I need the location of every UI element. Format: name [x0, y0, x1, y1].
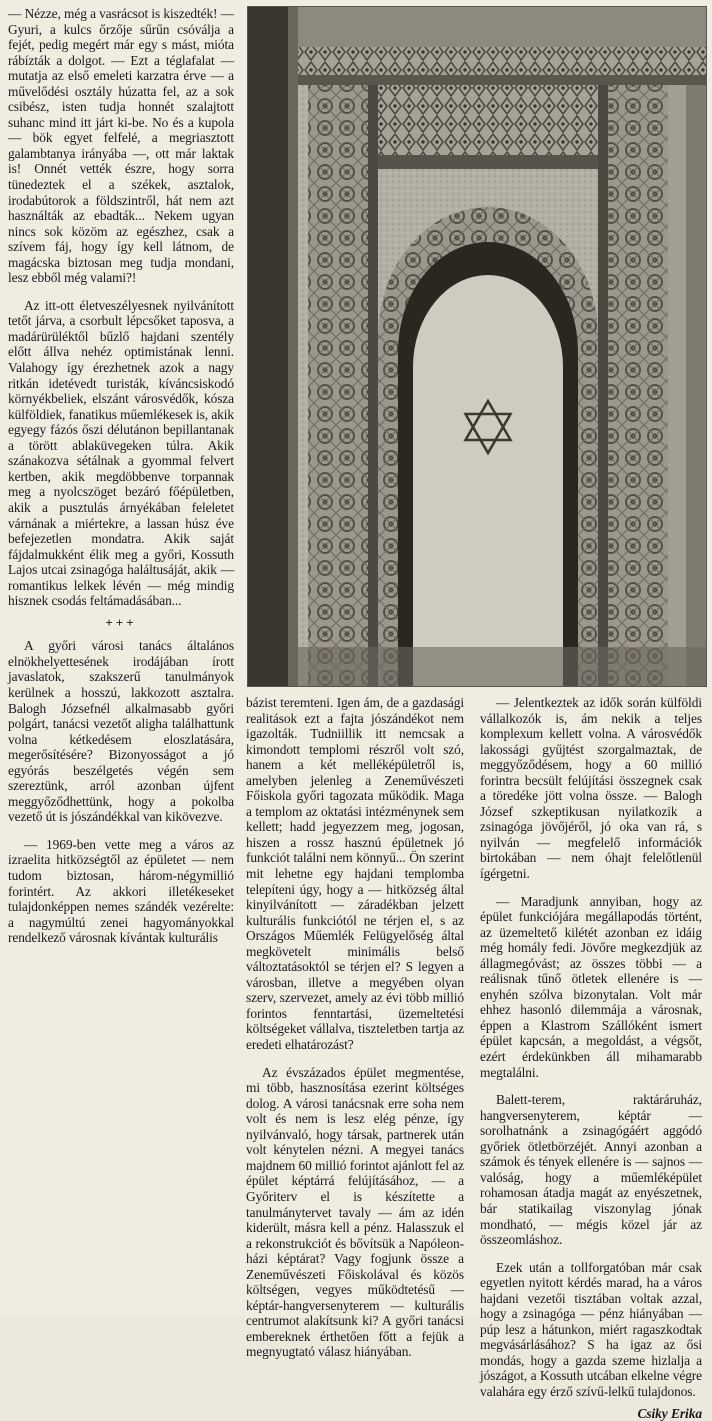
paragraph-gap — [8, 288, 234, 298]
article-column-1 — [8, 6, 234, 1312]
article-paragraph: — Jelentkeztek az idők során külföldi vállalkozók is, ám nekik a teljes komplexum kellett volna. A városvédők lakossági gyűjtést szorgalmaztak, de meggyőződésem, hogy a 60 millió forintra becsült felújítási összegnek csak a töredéke jött volna össze. — Balogh József szkeptikusan nyilatkozik a zsinagóga jövőjéről, jó oka van rá, s nyilván — megfelelő információk birtokában — nem óhajt felelőtlenül ígérgetni. — [480, 695, 702, 882]
synagogue-archway-photo-icon — [248, 7, 706, 686]
article-paragraph: Ezek után a tollforgatóban már csak egyetlen nyitott kérdés marad, ha a város hajdani vezetői tisztában voltak azzal, hogy a zsinagóga — pénz hiányában — púp lesz a hátunkon, miért ragaszkodtak megvásárlásához? S ha igaz az ősi mondás, hogy a gazda szeme hizlalja a jószágot, a Kossuth utcában elkelne végre valahára egy érző szívű-lelkű tulajdonos. — [480, 1259, 702, 1399]
article-paragraph: Az itt-ott életveszélyesnek nyilvánított tetőt járva, a csorbult lépcsőket taposva, a madárürüléktől bűzlő hajdani szentély előtt állva nehéz optimistának lenni. Valahogy így érezhetnek azok a nagy ritkán idetévedt turisták, kíváncsiskodó környékbeliek, elszánt városvédők, kósza külföldiek, fanatikus műemlékesek is, akik egyegy fázós őszi délutánon bepillantanak a törött ablaküvegeken túlra. Akik szánakozva sétálnak a gyommal felvert kertben, akik megdöbbenve torpannak meg a nyolcszöget bezáró főépületben, akik a pusztulás árnyékában feleletet várnának a miértekre, a lassan húsz éve befejezetlen mondatra. Akik saját fájdalmukként élik meg a győri, Kossuth Lajos utcai zsinagóga haláltusáját, akik — romantikus lelkek lévén — még mindig hisznek csodás feltámadásában... — [8, 297, 234, 609]
paragraph-gap — [480, 884, 702, 894]
article-paragraph: — Nézze, még a vasrácsot is kiszedték! — Gyuri, a kulcs őrzője sűrűn csóválja a fejét, pedig megért már egy s mást, mióta rábízták a dolgot. — Ezt a téglafalat — mutatja az első emeleti karzatra érve — a művelődési osztály húzatta fel, az a sok csibész, isten tudja honnét szalajtott suhanc mind itt járt ki-be. No és a kupola — bök egyet felfelé, a megriasztott galambtanya irányába —, ott már laktak is! Onnét vették észre, hogy sorra tünedeztek el a székek, asztalok, irodabútorok a földszintről, hát nem azt használták az ebadták... Nekem ugyan nincs sok közöm az egészhez, csak a szívem fáj, hogy így kell látnom, de magácska biztosan meg tudja mondani, lesz ebből még valami?! — [8, 6, 234, 286]
paragraph-gap — [480, 1082, 702, 1092]
article-column-3 — [480, 695, 702, 1421]
article-paragraph: A győri városi tanács általános elnökhelyettesének irodájában írott javaslatok, szakszerű tanulmányok kerülnek a hosszú, lakkozott asztalra. Balogh Józsefnél alkalmasabb győri polgárt, tanácsi vezetőt aligha találhattunk volna kétkedésem eloszlatására, megerősítésére? Bizonyosságot a jó egyórás beszélgetés végén sem szereztünk, arról azonban újfent meggyőződhettünk, hogy a pokolba vezető út is jószándékkal van kikövezve. — [8, 638, 234, 825]
section-separator: +++ — [105, 614, 137, 630]
article-paragraph: bázist teremteni. Igen ám, de a gazdasági realitások ezt a fajta jószándékot nem igazolták. Tudniillik itt nemcsak a kimondott templomi részről volt szó, hanem a két melléképületről is, amelyben jelenleg a Zeneművészeti Főiskola győri tagozata működik. Maga a templom az oktatási intézménynek sem kellett; hadd jegyezzem meg, jogosan, hiszen a rossz hasznú épületnek jó funkciót találni nem könnyű... Ön szerint mit lehetne egy hajdani templomba telepíteni úgy, hogy a — hitközség által kinyilvánított — záradékban jelzett kulturális funkciótól ne térjen el, s az Országos Műemlék Felügyelőség által megkövetelt minimális belső változtatásoktól se térjen el? S legyen a városban, illetve a megyében olyan szerv, szervezet, amely az évi több millió forintos fenntartási, üzemeltetési költségeket vállalva, tiszteletben tartja az eredeti elhatározást? — [246, 695, 464, 1053]
article-paragraph: — 1969-ben vette meg a város az izraelita hitközségtől az épületet — nem tudom biztosan, három-négymillió forintért. Az akkori illetékeseket tulajdonképpen nemes szándék vezérelte: a nagymúltú zenei hagyományokkal rendelkező városnak kívántak kulturális — [8, 836, 234, 946]
article-paragraph: — Maradjunk annyiban, hogy az épület funkciójára megállapodás történt, az üzemeltető kilétét azonban ez idáig még homály fedi. Jövőre megkezdjük az állagmegóvást; az összes többi — a reálisnak tűnő ötletek ellenére is — enyhén szólva bizonytalan. Volt már ehhez hasonló dilemmája a városnak, éppen a Klastrom Szállóként ismert épület kapcsán, a megoldást, a végsőt, ezért érdekünkben áll mihamarabb megtalálni. — [480, 893, 702, 1080]
paragraph-gap — [8, 827, 234, 837]
paragraph-gap — [480, 1250, 702, 1260]
synagogue-photo — [247, 6, 707, 687]
article-paragraph: Az évszázados épület megmentése, mi több, hasznosítása ezerint költséges dolog. A városi tanácsnak erre soha nem volt és nem is lesz elég pénze, így nyilvánvaló, hogy társak, partnerek után volt kénytelen nézni. A megyei tanács majdnem 60 millió forintot ajánlott fel az épület képtárrá felújításához, — a Győriterv el is készítette a tanulmánytervet tavaly — ám az idén kiderült, másra kell a pénz. Halasszuk el a rekonstrukciót és bővítsük a Napóleon-házi képtárat? Vagy fogjunk össze a Zeneművészeti Főiskolával és közös költségen, vegyes működtetésű — képtár-hangversenyterem — kulturális centrumot alakítsunk ki? A győri tanácsi embereknek érthetően főtt a fejük a megnyugtató válasz hiányában. — [246, 1064, 464, 1360]
author-signature: Csiky Erika — [637, 1405, 702, 1421]
paragraph-gap — [246, 1055, 464, 1065]
article-paragraph: Balett-terem, raktáráruház, hangversenyterem, képtár — sorolhatnánk a zsinagógáért aggódó győriek ötletbörzéjét. Annyi azonban a számok és tények ellenére is — sajnos — valóság, hogy a műemléképület rohamosan átadja magát az enyészetnek, bár statikailag viszonylag jónak mondható, — mégis közel jár az összeomláshoz. — [480, 1092, 702, 1248]
article-column-2 — [246, 695, 464, 1360]
